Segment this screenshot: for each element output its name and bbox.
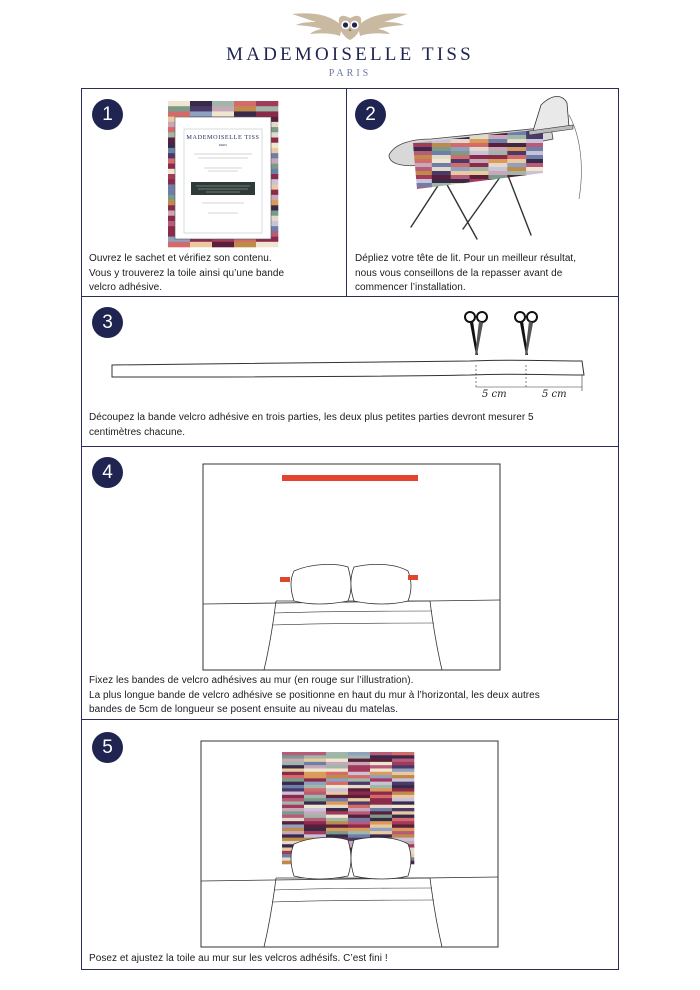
wall-velcro-illustration [202, 463, 502, 673]
brand-subtitle: PARIS [328, 68, 372, 79]
caption-line: Découpez la bande velcro adhésive en trois parties, les deux plus petites parties devront mesurer 5 [89, 412, 534, 423]
caption-line: nous vous conseillons de la repasser avant de [355, 267, 563, 279]
step-4-caption [89, 674, 614, 718]
velcro-strip-long [282, 475, 418, 481]
step-4-panel [82, 447, 620, 719]
velcro-strip-illustration [110, 311, 590, 401]
package-brand: MADEMOISELLE TISS [186, 134, 260, 141]
brand-title: MADEMOISELLE TISS [226, 44, 474, 65]
owl-wings-icon [290, 6, 410, 46]
package-subtitle: PARIS [218, 143, 228, 147]
step-3-caption [89, 411, 614, 440]
step-1-panel [82, 89, 346, 296]
step-number-badge: 5 [92, 732, 123, 763]
instructions-frame [81, 88, 619, 970]
caption-line: Ouvrez le sachet et vérifiez son contenu. [89, 253, 272, 264]
step-3-panel [82, 297, 620, 446]
step-1-caption [89, 252, 339, 296]
step-5-panel [82, 720, 620, 971]
measure-label: 5 cm [542, 389, 567, 400]
ironing-board-illustration [383, 93, 603, 243]
step-number-badge: 2 [355, 99, 386, 130]
step-5-caption [89, 952, 614, 967]
caption-line: Vous y trouverez la toile ainsi qu’une bande [89, 267, 285, 279]
caption-line: velcro adhésive. [89, 282, 163, 294]
step-number-badge: 4 [92, 457, 123, 488]
velcro-strip-short [408, 575, 418, 580]
step-number-badge: 3 [92, 307, 123, 338]
step-number-badge: 1 [92, 99, 123, 130]
caption-line: Fixez les bandes de velcro adhésives au mur (en rouge sur l’illustration). [89, 675, 414, 686]
step-2-panel [347, 89, 620, 296]
step-2-caption [355, 252, 617, 296]
caption-line: commencer l’installation. [355, 282, 466, 294]
caption-line: bandes de 5cm de longueur se posent ensuite au niveau du matelas. [89, 704, 399, 716]
scissors-icon [465, 312, 487, 355]
scissors-icon [515, 312, 537, 355]
finished-headboard-illustration [200, 740, 500, 950]
measure-label: 5 cm [482, 389, 507, 400]
package-illustration [166, 99, 286, 249]
caption-line: Posez et ajustez la toile au mur sur les velcros adhésifs. C’est fini ! [89, 953, 388, 964]
caption-line: centimètres chacune. [89, 426, 186, 438]
velcro-strip-short [280, 577, 290, 582]
caption-line: Dépliez votre tête de lit. Pour un meilleur résultat, [355, 253, 577, 264]
caption-line: La plus longue bande de velcro adhésive se positionne en haut du mur à l’horizontal, les deux autres [89, 689, 540, 701]
